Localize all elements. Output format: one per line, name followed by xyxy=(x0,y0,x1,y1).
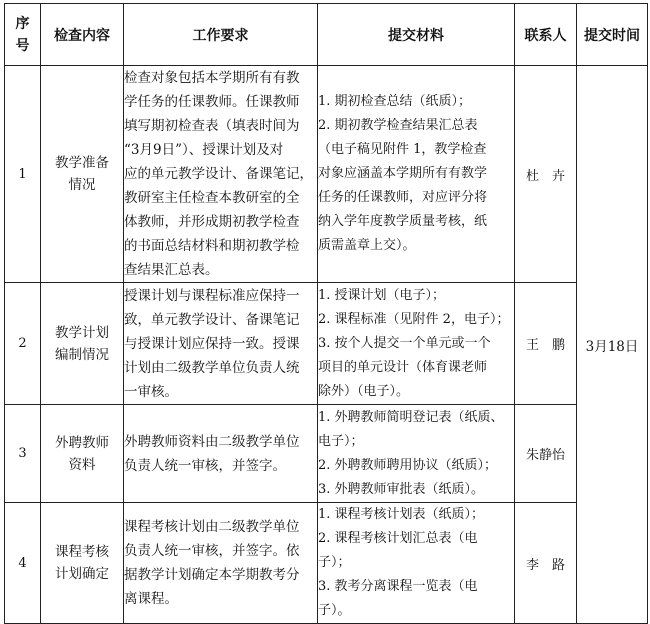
row-contact: 王 鹏 xyxy=(515,283,577,405)
row-requirements: 外聘教师资料由二级教学单位 负责人统一审核，并签字。 xyxy=(124,405,318,503)
header-item: 检查内容 xyxy=(41,4,124,66)
row-seq: 3 xyxy=(5,405,41,503)
submission-time: 3月18日 xyxy=(577,66,648,624)
row-item: 外聘教师 资料 xyxy=(41,405,124,503)
header-seq: 序 号 xyxy=(5,4,41,66)
row-materials: 1. 课程考核计划表（纸质）； 2. 课程考核计划汇总表（电 子）； 3. 教考分离课程一览表（电 子）。 xyxy=(318,503,515,624)
header-contact: 联系人 xyxy=(515,4,577,66)
row-requirements: 授课计划与课程标准应保持一 致，单元教学设计、备课笔记 与授课计划应保持一致。授课 计划由二级教学单位负责人统 一审核。 xyxy=(124,283,318,405)
row-contact: 杜 卉 xyxy=(515,66,577,283)
inspection-table xyxy=(4,3,648,624)
table-row xyxy=(5,66,648,283)
header-materials: 提交材料 xyxy=(318,4,515,66)
row-seq: 2 xyxy=(5,283,41,405)
row-seq: 1 xyxy=(5,66,41,283)
row-item: 教学准备 情况 xyxy=(41,66,124,283)
row-item: 教学计划 编制情况 xyxy=(41,283,124,405)
row-item: 课程考核 计划确定 xyxy=(41,503,124,624)
header-row xyxy=(5,4,648,66)
header-requirements: 工作要求 xyxy=(124,4,318,66)
table-row xyxy=(5,283,648,405)
table-row xyxy=(5,405,648,503)
header-time: 提交时间 xyxy=(577,4,648,66)
table-row xyxy=(5,503,648,624)
row-contact: 李 路 xyxy=(515,503,577,624)
row-materials: 1. 授课计划（电子）； 2. 课程标准（见附件 2，电子）； 3. 按个人提交一个单元或一个 项目的单元设计（体育课老师 除外）（电子）。 xyxy=(318,283,515,405)
row-contact: 朱静怡 xyxy=(515,405,577,503)
row-requirements: 课程考核计划由二级教学单位 负责人统一审核，并签字。依 据教学计划确定本学期教考分 离课程。 xyxy=(124,503,318,624)
row-seq: 4 xyxy=(5,503,41,624)
row-materials: 1. 期初检查总结（纸质）； 2. 期初教学检查结果汇总表 （电子稿见附件 1，教学检查 对象应涵盖本学期所有有教学 任务的任课教师，对应评分将 纳入学年度教学质量考核，纸 质需盖章上交）。 xyxy=(318,66,515,283)
row-requirements: 检查对象包括本学期所有有教 学任务的任课教师。任课教师 填写期初检查表（填表时间为 “3月9日”）、授课计划及对 应的单元教学设计、备课笔记， 教研室主任检查本教研室的全 体教师，并形成期初教学检查 的书面总结材料和期初教学检 查结果汇总表。 xyxy=(124,66,318,283)
row-materials: 1. 外聘教师简明登记表（纸质、 电子）； 2. 外聘教师聘用协议（纸质）； 3. 外聘教师审批表（纸质）。 xyxy=(318,405,515,503)
